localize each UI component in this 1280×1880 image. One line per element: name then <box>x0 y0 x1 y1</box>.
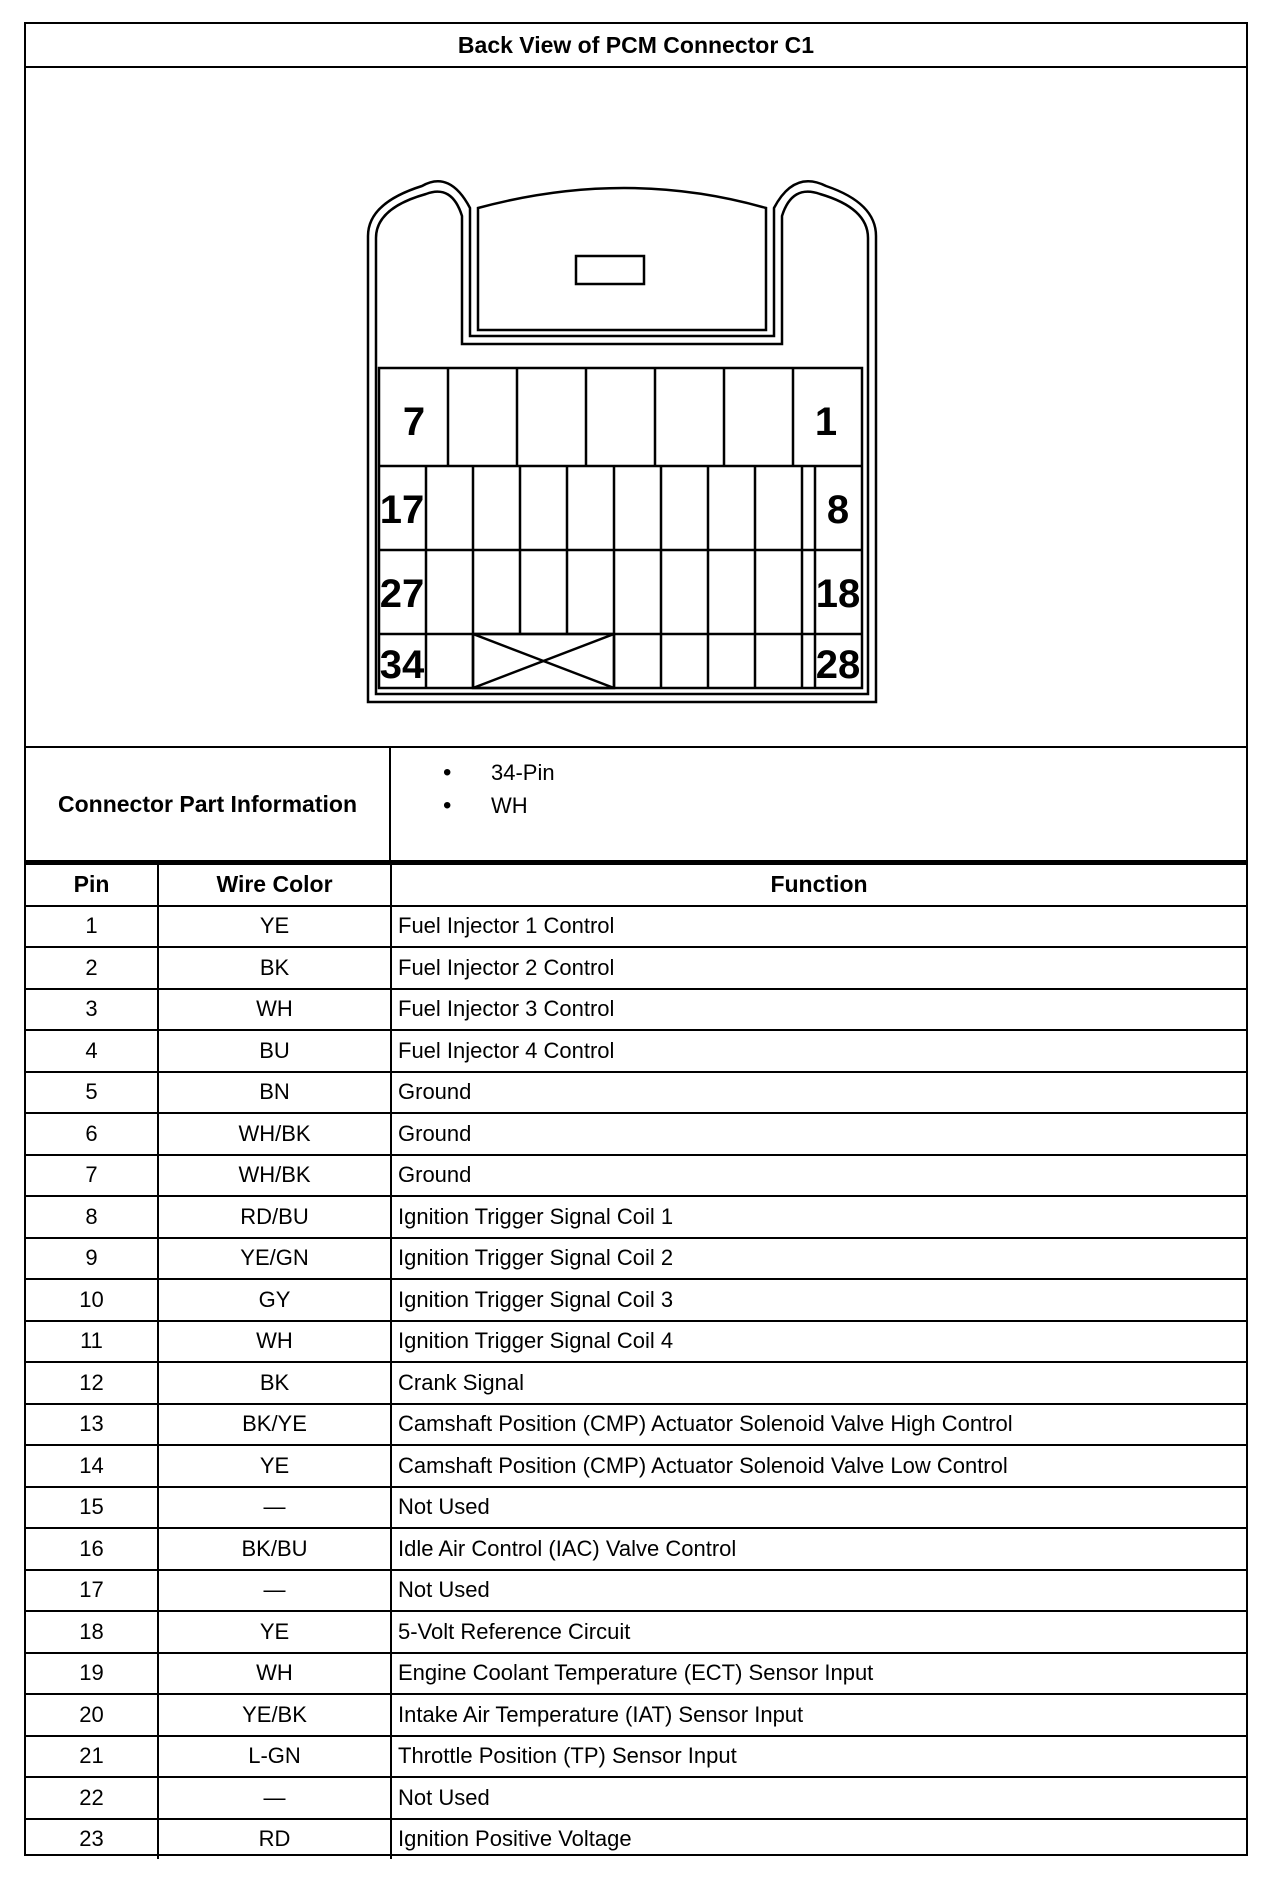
function-cell: Fuel Injector 3 Control <box>391 989 1246 1031</box>
pin-label-34: 34 <box>379 643 425 687</box>
connector-info-label: Connector Part Information <box>26 748 391 860</box>
connector-part-information <box>26 748 1246 863</box>
pin-label-1: 1 <box>814 400 838 444</box>
pin-cell: 16 <box>26 1528 158 1570</box>
connector-latch <box>478 188 766 330</box>
connector-info-list <box>391 748 1246 860</box>
wire-color-cell: RD/BU <box>158 1196 391 1238</box>
function-cell: Camshaft Position (CMP) Actuator Solenoid Valve High Control <box>391 1404 1246 1446</box>
function-cell: Ignition Trigger Signal Coil 3 <box>391 1279 1246 1321</box>
function-cell: Ignition Trigger Signal Coil 4 <box>391 1321 1246 1363</box>
pin-cell: 5 <box>26 1072 158 1114</box>
function-cell: Not Used <box>391 1570 1246 1612</box>
wire-color-cell: YE <box>158 1445 391 1487</box>
table-row <box>26 989 1246 1031</box>
function-cell: Fuel Injector 1 Control <box>391 906 1246 948</box>
function-column-header: Function <box>391 864 1246 906</box>
wire-color-cell: WH <box>158 1653 391 1695</box>
pin-cell: 21 <box>26 1736 158 1778</box>
table-row <box>26 1528 1246 1570</box>
pin-column-header: Pin <box>26 864 158 906</box>
wire-color-cell: — <box>158 1487 391 1529</box>
function-cell: Crank Signal <box>391 1362 1246 1404</box>
document-title: Back View of PCM Connector C1 <box>26 24 1246 68</box>
table-row <box>26 1238 1246 1280</box>
pin-cell: 8 <box>26 1196 158 1238</box>
pin-cell: 19 <box>26 1653 158 1695</box>
function-cell: Ground <box>391 1113 1246 1155</box>
pin-cell: 13 <box>26 1404 158 1446</box>
wire-color-cell: YE <box>158 906 391 948</box>
function-cell: Ignition Trigger Signal Coil 2 <box>391 1238 1246 1280</box>
function-cell: Fuel Injector 4 Control <box>391 1030 1246 1072</box>
table-row <box>26 1362 1246 1404</box>
pin-cell: 22 <box>26 1777 158 1819</box>
function-cell: 5-Volt Reference Circuit <box>391 1611 1246 1653</box>
pin-cell: 15 <box>26 1487 158 1529</box>
pin-cell: 14 <box>26 1445 158 1487</box>
wire-color-cell: YE <box>158 1611 391 1653</box>
pin-label-28: 28 <box>815 643 861 687</box>
wire-color-cell: BK/YE <box>158 1404 391 1446</box>
pin-grid-frame <box>379 368 862 688</box>
table-row <box>26 1736 1246 1778</box>
wire-color-cell: WH <box>158 989 391 1031</box>
function-cell: Throttle Position (TP) Sensor Input <box>391 1736 1246 1778</box>
table-row <box>26 1777 1246 1819</box>
table-row <box>26 1030 1246 1072</box>
table-row <box>26 1404 1246 1446</box>
wire-color-cell: — <box>158 1570 391 1612</box>
pin-cell: 9 <box>26 1238 158 1280</box>
table-row <box>26 1279 1246 1321</box>
pcm-connector-document <box>24 22 1248 1856</box>
function-cell: Not Used <box>391 1777 1246 1819</box>
latch-slot <box>576 256 644 284</box>
wire-color-cell: BK <box>158 1362 391 1404</box>
pin-cell: 3 <box>26 989 158 1031</box>
wire-color-cell: BN <box>158 1072 391 1114</box>
table-header-row <box>26 864 1246 906</box>
table-row <box>26 1570 1246 1612</box>
pin-cell: 23 <box>26 1819 158 1860</box>
wire-color-cell: YE/BK <box>158 1694 391 1736</box>
wire-color-cell: WH/BK <box>158 1155 391 1197</box>
connector-info-color: • WH <box>491 789 1246 822</box>
connector-shell <box>368 181 876 702</box>
pin-label-8: 8 <box>826 488 850 532</box>
function-cell: Ground <box>391 1072 1246 1114</box>
table-row <box>26 1653 1246 1695</box>
table-row <box>26 906 1246 948</box>
wire-color-cell: GY <box>158 1279 391 1321</box>
pin-cell: 2 <box>26 947 158 989</box>
table-row <box>26 1694 1246 1736</box>
wire-color-cell: YE/GN <box>158 1238 391 1280</box>
connector-drawing <box>26 68 1246 748</box>
table-row <box>26 947 1246 989</box>
table-row <box>26 1819 1246 1860</box>
pin-cell: 17 <box>26 1570 158 1612</box>
table-row <box>26 1072 1246 1114</box>
table-row <box>26 1196 1246 1238</box>
wire-color-cell: — <box>158 1777 391 1819</box>
function-cell: Engine Coolant Temperature (ECT) Sensor Input <box>391 1653 1246 1695</box>
pin-label-7: 7 <box>402 400 426 444</box>
function-cell: Intake Air Temperature (IAT) Sensor Input <box>391 1694 1246 1736</box>
function-cell: Ignition Positive Voltage <box>391 1819 1246 1860</box>
pin-cell: 20 <box>26 1694 158 1736</box>
wire-color-cell: BK <box>158 947 391 989</box>
function-cell: Ground <box>391 1155 1246 1197</box>
connector-diagram <box>26 68 1246 748</box>
pin-cell: 18 <box>26 1611 158 1653</box>
table-row <box>26 1321 1246 1363</box>
function-cell: Camshaft Position (CMP) Actuator Solenoid Valve Low Control <box>391 1445 1246 1487</box>
pin-cell: 4 <box>26 1030 158 1072</box>
pin-label-18: 18 <box>815 572 861 616</box>
table-row <box>26 1487 1246 1529</box>
pin-cell: 11 <box>26 1321 158 1363</box>
table-row <box>26 1445 1246 1487</box>
wire-color-cell: BK/BU <box>158 1528 391 1570</box>
wire-color-cell: RD <box>158 1819 391 1860</box>
wire-color-cell: L-GN <box>158 1736 391 1778</box>
pin-cell: 1 <box>26 906 158 948</box>
pin-cell: 12 <box>26 1362 158 1404</box>
table-row <box>26 1113 1246 1155</box>
pin-label-27: 27 <box>379 572 425 616</box>
pin-cell: 10 <box>26 1279 158 1321</box>
pin-cell: 6 <box>26 1113 158 1155</box>
wire-color-cell: BU <box>158 1030 391 1072</box>
function-cell: Idle Air Control (IAC) Valve Control <box>391 1528 1246 1570</box>
table-row <box>26 1155 1246 1197</box>
wire-color-cell: WH/BK <box>158 1113 391 1155</box>
pin-label-17: 17 <box>379 488 425 532</box>
table-row <box>26 1611 1246 1653</box>
pin-cell: 7 <box>26 1155 158 1197</box>
connector-info-pin-count: • 34-Pin <box>491 756 1246 789</box>
function-cell: Ignition Trigger Signal Coil 1 <box>391 1196 1246 1238</box>
wire-color-column-header: Wire Color <box>158 864 391 906</box>
function-cell: Not Used <box>391 1487 1246 1529</box>
function-cell: Fuel Injector 2 Control <box>391 947 1246 989</box>
pin-function-table <box>26 863 1246 1859</box>
wire-color-cell: WH <box>158 1321 391 1363</box>
